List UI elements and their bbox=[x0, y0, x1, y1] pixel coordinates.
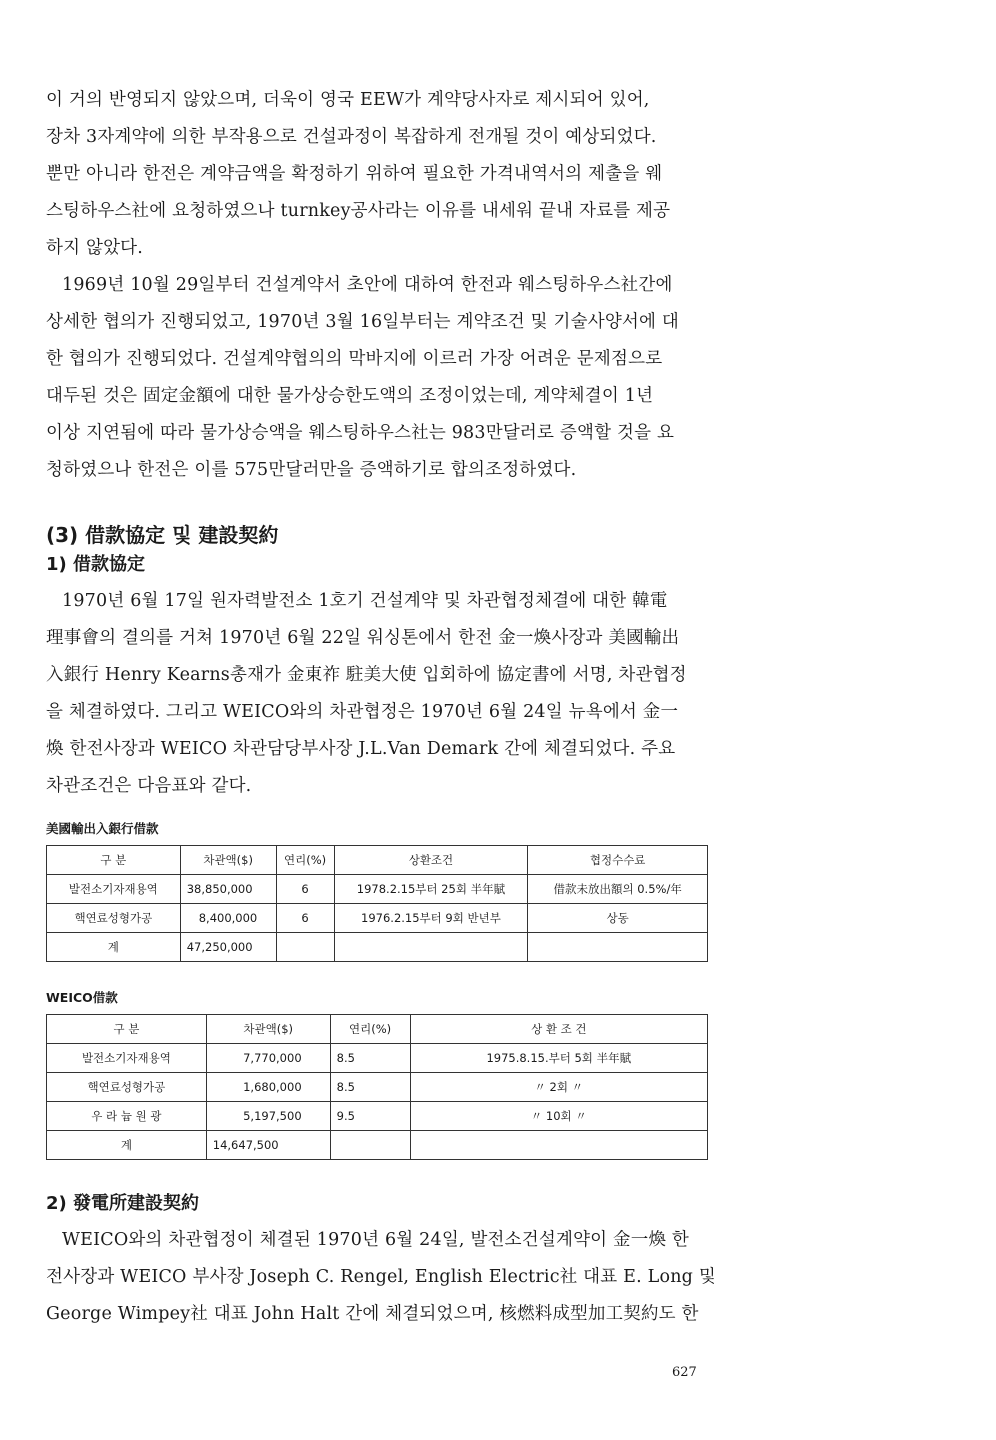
table-cell: 상동 bbox=[528, 904, 708, 933]
text-line: 入銀行 Henry Kearns총재가 金東祚 駐美大使 입회하에 協定書에 서명, 차관협정 bbox=[46, 665, 687, 685]
table-cell: 〃 2회 〃 bbox=[410, 1073, 707, 1102]
page-body bbox=[46, 82, 716, 1333]
weico-loan-table bbox=[46, 1014, 708, 1160]
text-line: 이상 지연됨에 따라 물가상승액을 웨스팅하우스社는 983만달러로 증액할 것을 요 bbox=[46, 423, 675, 443]
table-cell: 38,850,000 bbox=[180, 875, 276, 904]
text-line: 스팅하우스社에 요청하였으나 turnkey공사라는 이유를 내세워 끝내 자료를 제공 bbox=[46, 201, 671, 221]
table-header-row bbox=[47, 846, 708, 875]
header-cell: 연리(%) bbox=[330, 1015, 410, 1044]
table-cell: 8.5 bbox=[330, 1073, 410, 1102]
table-cell: 1975.8.15.부터 5회 半年賦 bbox=[410, 1044, 707, 1073]
table-cell: 1976.2.15부터 9회 반년부 bbox=[334, 904, 528, 933]
header-cell: 연리(%) bbox=[276, 846, 334, 875]
table-cell: 〃 10회 〃 bbox=[410, 1102, 707, 1131]
text-line: 한 협의가 진행되었다. 건설계약협의의 막바지에 이르러 가장 어려운 문제점으로 bbox=[46, 349, 663, 369]
table-cell: 핵연료성형가공 bbox=[47, 1073, 207, 1102]
table-row bbox=[47, 1102, 708, 1131]
table-cell: 6 bbox=[276, 904, 334, 933]
table-cell bbox=[528, 933, 708, 962]
header-cell: 차관액($) bbox=[206, 1015, 330, 1044]
paragraph-4 bbox=[46, 1222, 716, 1333]
table-cell bbox=[334, 933, 528, 962]
text-line: George Wimpey社 대표 John Halt 간에 체결되었으며, 核燃料成型加工契約도 한 bbox=[46, 1304, 699, 1324]
table-cell: 계 bbox=[47, 1131, 207, 1160]
text-line: 대두된 것은 固定金額에 대한 물가상승한도액의 조정이었는데, 계약체결이 1년 bbox=[46, 386, 654, 406]
table-cell: 7,770,000 bbox=[206, 1044, 330, 1073]
header-cell: 구 분 bbox=[47, 1015, 207, 1044]
table-cell: 8,400,000 bbox=[180, 904, 276, 933]
table-cell: 6 bbox=[276, 875, 334, 904]
text-line: 하지 않았다. bbox=[46, 238, 144, 258]
header-cell: 협정수수료 bbox=[528, 846, 708, 875]
table-row-total bbox=[47, 1131, 708, 1160]
paragraph-1 bbox=[46, 82, 708, 267]
table-cell: 借款未放出額의 0.5%/年 bbox=[528, 875, 708, 904]
table-row bbox=[47, 1073, 708, 1102]
text-line: 이 거의 반영되지 않았으며, 더욱이 영국 EEW가 계약당사자로 제시되어 있어, bbox=[46, 90, 650, 110]
text-line: 理事會의 결의를 거쳐 1970년 6월 22일 워싱톤에서 한전 金一煥사장과 美國輸出 bbox=[46, 628, 680, 648]
table-cell: 핵연료성형가공 bbox=[47, 904, 181, 933]
table-cell: 1,680,000 bbox=[206, 1073, 330, 1102]
table-cell: 5,197,500 bbox=[206, 1102, 330, 1131]
table-cell: 발전소기자재용역 bbox=[47, 875, 181, 904]
table-2-caption: WEICO借款 bbox=[46, 990, 118, 1005]
table-cell: 9.5 bbox=[330, 1102, 410, 1131]
text-line: 차관조건은 다음표와 같다. bbox=[46, 776, 252, 796]
header-cell: 차관액($) bbox=[180, 846, 276, 875]
header-cell: 상 환 조 건 bbox=[410, 1015, 707, 1044]
text-line: 1970년 6월 17일 원자력발전소 1호기 건설계약 및 차관협정체결에 대한 韓電 bbox=[62, 591, 668, 611]
exim-loan-table bbox=[46, 845, 708, 962]
text-line: 청하였으나 한전은 이를 575만달러만을 증액하기로 합의조정하였다. bbox=[46, 460, 577, 480]
table-row bbox=[47, 875, 708, 904]
page-number: 627 bbox=[672, 1365, 697, 1380]
text-line: WEICO와의 차관협정이 체결된 1970년 6월 24일, 발전소건설계약이 金一煥 한 bbox=[62, 1230, 690, 1250]
table-cell: 8.5 bbox=[330, 1044, 410, 1073]
table-row bbox=[47, 904, 708, 933]
table-header-row bbox=[47, 1015, 708, 1044]
table-cell: 계 bbox=[47, 933, 181, 962]
text-line: 1969년 10월 29일부터 건설계약서 초안에 대하여 한전과 웨스팅하우스社간에 bbox=[62, 275, 673, 295]
section-heading: (3) 借款協定 및 建設契約 bbox=[46, 523, 279, 547]
table-cell bbox=[276, 933, 334, 962]
text-line: 뿐만 아니라 한전은 계약금액을 확정하기 위하여 필요한 가격내역서의 제출을 웨 bbox=[46, 164, 663, 184]
header-cell: 상환조건 bbox=[334, 846, 528, 875]
header-cell: 구 분 bbox=[47, 846, 181, 875]
table-row bbox=[47, 1044, 708, 1073]
text-line: 을 체결하였다. 그리고 WEICO와의 차관협정은 1970년 6월 24일 뉴욕에서 金一 bbox=[46, 702, 679, 722]
table-cell bbox=[410, 1131, 707, 1160]
table-cell: 발전소기자재용역 bbox=[47, 1044, 207, 1073]
table-cell bbox=[330, 1131, 410, 1160]
text-line: 장차 3자계약에 의한 부작용으로 건설과정이 복잡하게 전개될 것이 예상되었다. bbox=[46, 127, 657, 147]
table-cell: 47,250,000 bbox=[180, 933, 276, 962]
paragraph-3 bbox=[46, 583, 708, 805]
table-cell: 우 라 늄 원 광 bbox=[47, 1102, 207, 1131]
subsection-heading-loan: 1) 借款協定 bbox=[46, 554, 146, 575]
table-1-caption: 美國輸出入銀行借款 bbox=[46, 821, 159, 836]
table-row-total bbox=[47, 933, 708, 962]
paragraph-2 bbox=[46, 267, 708, 489]
table-cell: 1978.2.15부터 25회 半年賦 bbox=[334, 875, 528, 904]
subsection-heading-contract: 2) 發電所建設契約 bbox=[46, 1193, 200, 1214]
table-cell: 14,647,500 bbox=[206, 1131, 330, 1160]
text-line: 전사장과 WEICO 부사장 Joseph C. Rengel, English Electric社 대표 E. Long 및 bbox=[46, 1267, 716, 1287]
text-line: 상세한 협의가 진행되었고, 1970년 3월 16일부터는 계약조건 및 기술사양서에 대 bbox=[46, 312, 680, 332]
text-line: 煥 한전사장과 WEICO 차관담당부사장 J.L.Van Demark 간에 체결되었다. 주요 bbox=[46, 739, 676, 759]
